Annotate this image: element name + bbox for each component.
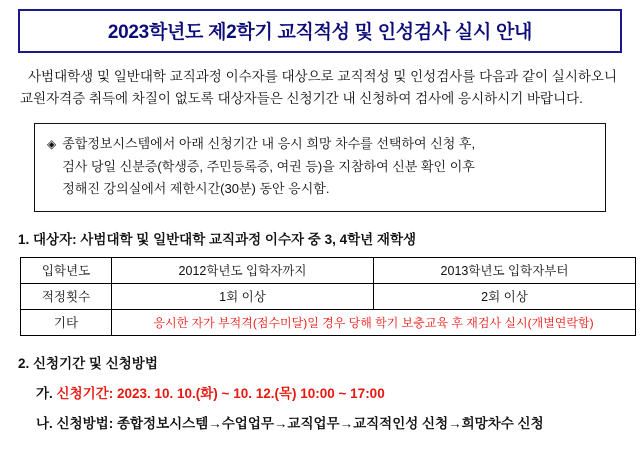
table-cell: 2회 이상 [374, 283, 636, 309]
section-heading-2: 2. 신청기간 및 신청방법 [18, 355, 158, 371]
table-cell: 2012학년도 입학자까지 [112, 257, 374, 283]
callout-line-1: 종합정보시스템에서 아래 신청기간 내 응시 희망 차수를 선택하여 신청 후, [62, 136, 476, 151]
sub-item-application-period [18, 382, 622, 402]
table-cell: 1회 이상 [112, 283, 374, 309]
sub-item-prefix-ga: 가. [36, 385, 57, 401]
eligibility-table [20, 257, 636, 336]
table-cell: 2013학년도 입학자부터 [374, 257, 636, 283]
notice-callout-box [34, 123, 606, 212]
table-cell-note: 응시한 자가 부적격(점수미달)일 경우 당해 학기 보충교육 후 재검사 실시(개별연락함) [112, 309, 636, 335]
intro-line-1: 사범대학생 및 일반대학 교직과정 이수자를 대상으로 교직적성 및 인성검사를 다음과 같이 실시하오니 [28, 69, 617, 84]
table-row [21, 309, 636, 335]
table-row [21, 257, 636, 283]
intro-line-2: 교원자격증 취득에 차질이 없도록 대상자들은 신청기간 내 신청하여 검사에 응시하시기 바랍니다. [20, 91, 583, 106]
sub-item-application-method [18, 412, 622, 432]
page-title: 2023학년도 제2학기 교직적성 및 인성검사 실시 안내 [107, 22, 533, 43]
intro-paragraph [20, 66, 620, 110]
document-page [0, 9, 640, 470]
sub-item-prefix-na: 나. [36, 415, 57, 431]
callout-line-3: 정해진 강의실에서 제한시간(30분) 동안 응시함. [62, 181, 330, 196]
diamond-bullet-icon: ◈ [47, 137, 57, 151]
table-row-header: 기타 [21, 309, 112, 335]
callout-text [62, 133, 475, 201]
sub-item-method-text: 신청방법: 종합정보시스템→수업업무→교직업무→교직적인성 신청→희망차수 신청 [56, 415, 544, 431]
sub-item-period-text: 신청기간: 2023. 10. 10.(화) ~ 10. 12.(목) 10:00 ~ 17:00 [56, 385, 385, 401]
section-heading-1: 1. 대상자: 사범대학 및 일반대학 교직과정 이수자 중 3, 4학년 재학생 [18, 231, 417, 247]
callout-line-2: 검사 당일 신분증(학생증, 주민등록증, 여권 등)을 지참하여 신분 확인 이후 [62, 158, 475, 174]
document-title-box [18, 9, 622, 53]
table-row [21, 283, 636, 309]
table-row-header: 적정횟수 [21, 283, 112, 309]
table-row-header: 입학년도 [21, 257, 112, 283]
